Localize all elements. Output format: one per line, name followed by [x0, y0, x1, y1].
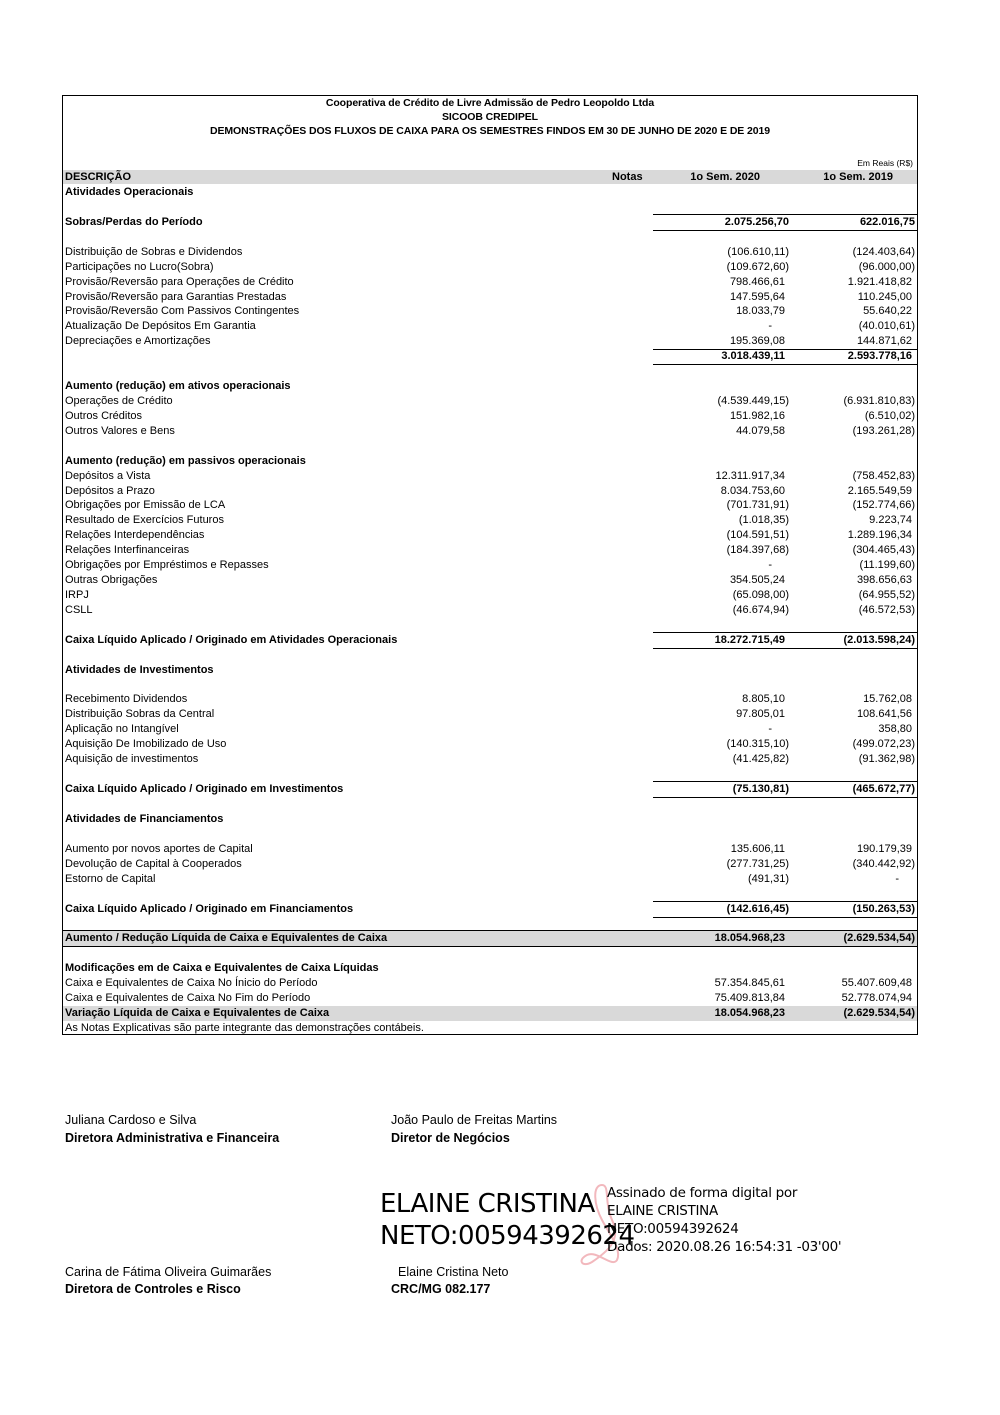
table-row: CSLL (46.674,94) (46.572,53): [65, 604, 915, 616]
total-row: Caixa Líquido Aplicado / Originado em Financiamentos (142.616,45) (150.263,53): [65, 903, 915, 915]
section-heading: Aumento (redução) em ativos operacionais: [65, 380, 291, 392]
table-row: Aumento por novos aportes de Capital 135.606,11 190.179,39: [65, 843, 912, 855]
table-row: Obrigações por Empréstimos e Repasses - (11.199,60): [65, 559, 915, 571]
col-notes: Notas: [612, 171, 643, 183]
footnote: As Notas Explicativas são parte integrante das demonstrações contábeis.: [65, 1022, 424, 1034]
total-row: Caixa Líquido Aplicado / Originado em Investimentos (75.130,81) (465.672,77): [65, 783, 915, 795]
table-row: Outras Obrigações 354.505,24 398.656,63: [65, 574, 912, 586]
table-row: Depósitos a Prazo 8.034.753,60 2.165.549,59: [65, 485, 912, 497]
statement-title: DEMONSTRAÇÕES DOS FLUXOS DE CAIXA PARA OS SEMESTRES FINDOS EM 30 DE JUNHO DE 2020 E DE 2019: [210, 125, 770, 137]
table-row: Relações Interdependências (104.591,51) 1.289.196,34: [65, 529, 912, 541]
table-row: Outros Valores e Bens 44.079,58 (193.261,28): [65, 425, 915, 437]
rule: [653, 648, 917, 649]
signatory-3-role: Diretora de Controles e Risco: [65, 1282, 241, 1296]
brand-name: SICOOB CREDIPEL: [442, 111, 538, 123]
table-row: Participações no Lucro(Sobra) (109.672,60) (96.000,00): [65, 261, 915, 273]
digital-signature-caption-1: Assinado de forma digital por: [607, 1185, 798, 1201]
table-row: Distribuição Sobras da Central 97.805,01 108.641,56: [65, 708, 912, 720]
column-header-row: [63, 170, 917, 184]
table-row: Atualização De Depósitos Em Garantia - (40.010,61): [65, 320, 915, 332]
table-row: Obrigações por Emissão de LCA (701.731,91) (152.774,66): [65, 499, 915, 511]
signatory-1-name: Juliana Cardoso e Silva: [65, 1113, 197, 1127]
subtotal-row: 3.018.439,11 2.593.778,16: [721, 350, 912, 362]
table-row: Resultado de Exercícios Futuros (1.018,35) 9.223,74: [65, 514, 912, 526]
section-heading: Atividades de Financiamentos: [65, 813, 224, 825]
variation-row: Variação Líquida de Caixa e Equivalentes de Caixa 18.054.968,23 (2.629.534,54): [65, 1007, 915, 1019]
subtotal-row: Sobras/Perdas do Período 2.075.256,70 622.016,75: [65, 216, 915, 228]
table-row: Provisão/Reversão para Operações de Crédito 798.466,61 1.921.418,82: [65, 276, 912, 288]
table-row: Distribuição de Sobras e Dividendos (106.610,11) (124.403,64): [65, 246, 915, 258]
cash-flow-statement: [62, 95, 918, 1035]
rule: [653, 364, 917, 365]
table-row: Depósitos a Vista 12.311.917,34 (758.452,83): [65, 470, 915, 482]
col-2020: 1o Sem. 2020: [690, 171, 760, 183]
digital-signature-caption-3: NETO:00594392624: [607, 1221, 739, 1237]
digital-signature-caption-2: ELAINE CRISTINA: [607, 1203, 718, 1219]
signatory-1-role: Diretora Administrativa e Financeira: [65, 1131, 280, 1145]
section-heading: Atividades Operacionais: [65, 186, 194, 198]
signatory-2-role: Diretor de Negócios: [391, 1131, 510, 1145]
table-row: Outros Créditos 151.982,16 (6.510,02): [65, 410, 915, 422]
company-name: Cooperativa de Crédito de Livre Admissão de Pedro Leopoldo Ltda: [325, 97, 655, 109]
total-row: Caixa Líquido Aplicado / Originado em Atividades Operacionais 18.272.715,49 (2.013.598,24): [65, 634, 915, 646]
rule: [653, 797, 917, 798]
col-2019: 1o Sem. 2019: [823, 171, 893, 183]
rule: [63, 946, 917, 947]
table-row: Recebimento Dividendos 8.805,10 15.762,08: [65, 693, 912, 705]
section-heading: Modificações em de Caixa e Equivalentes de Caixa Líquidas: [65, 962, 379, 974]
table-row: Devolução de Capital à Cooperados (277.731,25) (340.442,92): [65, 858, 915, 870]
table-row: Caixa e Equivalentes de Caixa No Fim do Período 75.409.813,84 52.778.074,94: [65, 992, 912, 1004]
table-row: Aquisição de investimentos (41.425,82) (91.362,98): [65, 753, 915, 765]
section-heading: Atividades de Investimentos: [65, 664, 214, 676]
table-row: IRPJ (65.098,00) (64.955,52): [65, 589, 915, 601]
rule: [653, 230, 917, 231]
table-row: Aplicação no Intangível - 358,80: [65, 723, 912, 735]
digital-signature-name-line1: ELAINE CRISTINA: [380, 1189, 595, 1219]
rule: [653, 917, 917, 918]
table-row: Provisão/Reversão Com Passivos Contingentes 18.033,79 55.640,22: [65, 305, 912, 317]
table-row: Estorno de Capital (491,31) -: [65, 873, 899, 885]
digital-signature-date: Dados: 2020.08.26 16:54:31 -03'00': [607, 1239, 842, 1255]
signatory-3-name: Carina de Fátima Oliveira Guimarães: [65, 1265, 272, 1279]
signatory-2-name: João Paulo de Freitas Martins: [391, 1113, 558, 1127]
table-row: Depreciações e Amortizações 195.369,08 144.871,62: [65, 335, 912, 347]
net-change-row: Aumento / Redução Líquida de Caixa e Equivalentes de Caixa 18.054.968,23 (2.629.534,54): [65, 932, 915, 944]
col-description: DESCRIÇÃO: [65, 171, 132, 183]
signatory-4-role: CRC/MG 082.177: [391, 1282, 491, 1296]
table-row: Caixa e Equivalentes de Caixa No Ínicio do Período 57.354.845,61 55.407.609,48: [65, 977, 912, 989]
units-label: Em Reais (R$): [857, 158, 913, 168]
table-row: Provisão/Reversão para Garantias Prestadas 147.595,64 110.245,00: [65, 291, 912, 303]
table-row: Relações Interfinanceiras (184.397,68) (304.465,43): [65, 544, 915, 556]
section-heading: Aumento (redução) em passivos operacionais: [65, 455, 306, 467]
table-row: Aquisição De Imobilizado de Uso (140.315,10) (499.072,23): [65, 738, 915, 750]
digital-signature-name-line2: NETO:00594392624: [380, 1221, 635, 1251]
signatory-4-name: Elaine Cristina Neto: [398, 1265, 509, 1279]
table-row: Operações de Crédito (4.539.449,15) (6.931.810,83): [65, 395, 915, 407]
